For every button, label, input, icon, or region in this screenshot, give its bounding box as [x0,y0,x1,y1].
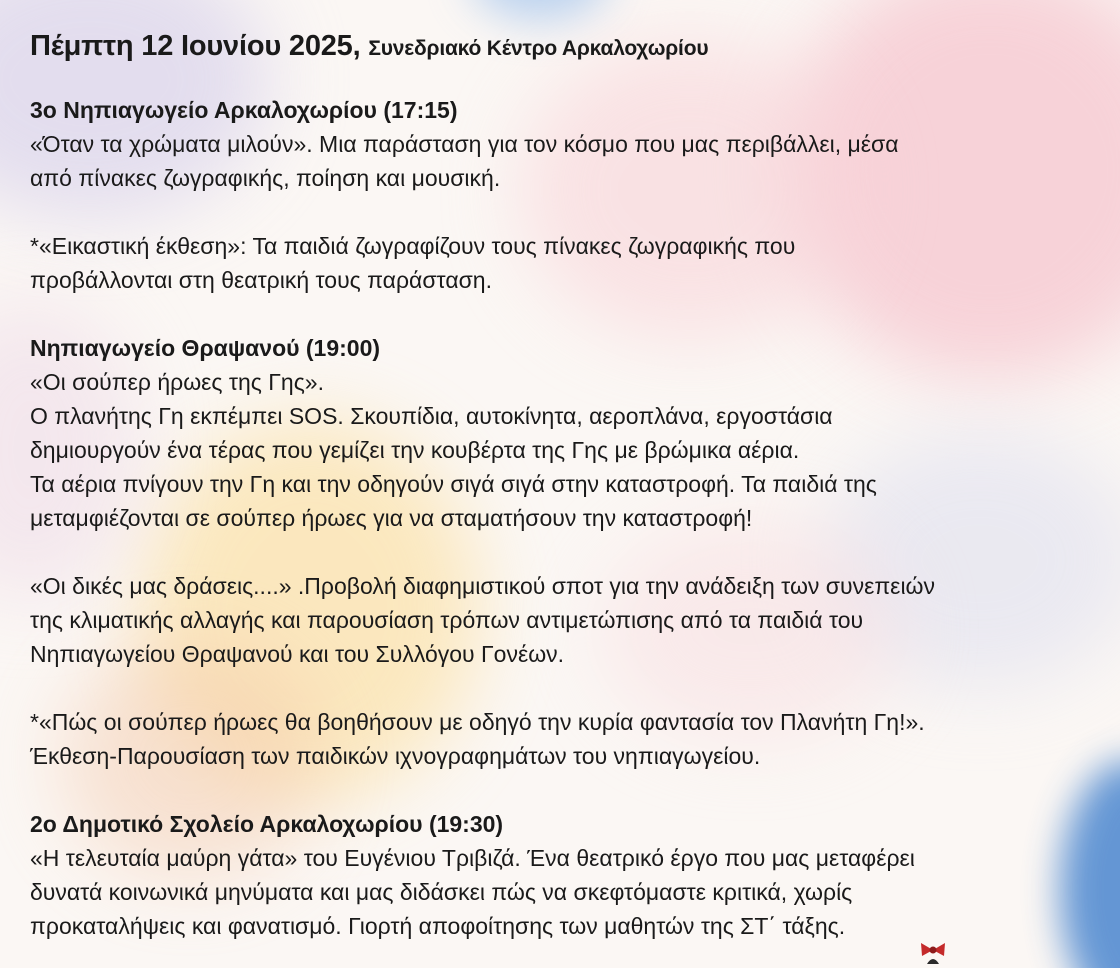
text-line: δημιουργούν ένα τέρας που γεμίζει την κουβέρτα της Γης με βρώμικα αέρια. [30,437,800,463]
text-line: από πίνακες ζωγραφικής, ποίηση και μουσική. [30,165,501,191]
program-content [30,28,1110,943]
event-heading: Νηπιαγωγείο Θραψανού (19:00) [30,335,381,361]
text-line: προβάλλονται στη θεατρική τους παράσταση. [30,267,492,293]
text-line: «Όταν τα χρώματα μιλούν». Μια παράσταση για τον κόσμο που μας περιβάλλει, μέσα [30,131,899,157]
event-heading: 2ο Δημοτικό Σχολείο Αρκαλοχωρίου (19:30) [30,811,504,837]
event-venue: Συνεδριακό Κέντρο Αρκαλοχωρίου [368,37,709,60]
event-block [30,807,1110,943]
event-block [30,93,1110,297]
event-date: Πέμπτη 12 Ιουνίου 2025, [30,30,361,62]
text-line: Νηπιαγωγείου Θραψανού και του Συλλόγου Γονέων. [30,641,565,667]
red-bow-icon [918,940,948,964]
text-line: προκαταλήψεις και φανατισμό. Γιορτή αποφοίτησης των μαθητών της ΣΤ΄ τάξης. [30,913,846,939]
event-heading: 3ο Νηπιαγωγείο Αρκαλοχωρίου (17:15) [30,97,458,123]
text-line: «Η τελευταία μαύρη γάτα» του Ευγένιου Τριβιζά. Ένα θεατρικό έργο που μας μεταφέρει [30,845,915,871]
text-line: Ο πλανήτης Γη εκπέμπει SOS. Σκουπίδια, αυτοκίνητα, αεροπλάνα, εργοστάσια [30,403,833,429]
text-line: Τα αέρια πνίγουν την Γη και την οδηγούν σιγά σιγά στην καταστροφή. Τα παιδιά της [30,471,877,497]
text-line: *«Εικαστική έκθεση»: Τα παιδιά ζωγραφίζουν τους πίνακες ζωγραφικής που [30,233,796,259]
blue-watercolor-splash [470,0,610,20]
event-block [30,331,1110,773]
text-line: της κλιματικής αλλαγής και παρουσίαση τρόπων αντιμετώπισης από τα παιδιά του [30,607,864,633]
event-description [30,569,1110,671]
text-line: δυνατά κοινωνικά μηνύματα και μας διδάσκει πώς να σκεφτόμαστε κριτικά, χωρίς [30,879,853,905]
event-description [30,229,1110,297]
page-title [30,28,1110,67]
event-description [30,127,1110,195]
text-line: *«Πώς οι σούπερ ήρωες θα βοηθήσουν με οδηγό την κυρία φαντασία τον Πλανήτη Γη!». [30,709,925,735]
event-description [30,705,1110,773]
event-description [30,841,1110,943]
text-line: «Οι δικές μας δράσεις....» .Προβολή διαφημιστικού σποτ για την ανάδειξη των συνεπειών [30,573,936,599]
text-line: «Οι σούπερ ήρωες της Γης». [30,369,324,395]
text-line: Έκθεση-Παρουσίαση των παιδικών ιχνογραφημάτων του νηπιαγωγείου. [30,743,761,769]
text-line: μεταμφιέζονται σε σούπερ ήρωες για να σταματήσουν την καταστροφή! [30,505,753,531]
event-description [30,365,1110,535]
